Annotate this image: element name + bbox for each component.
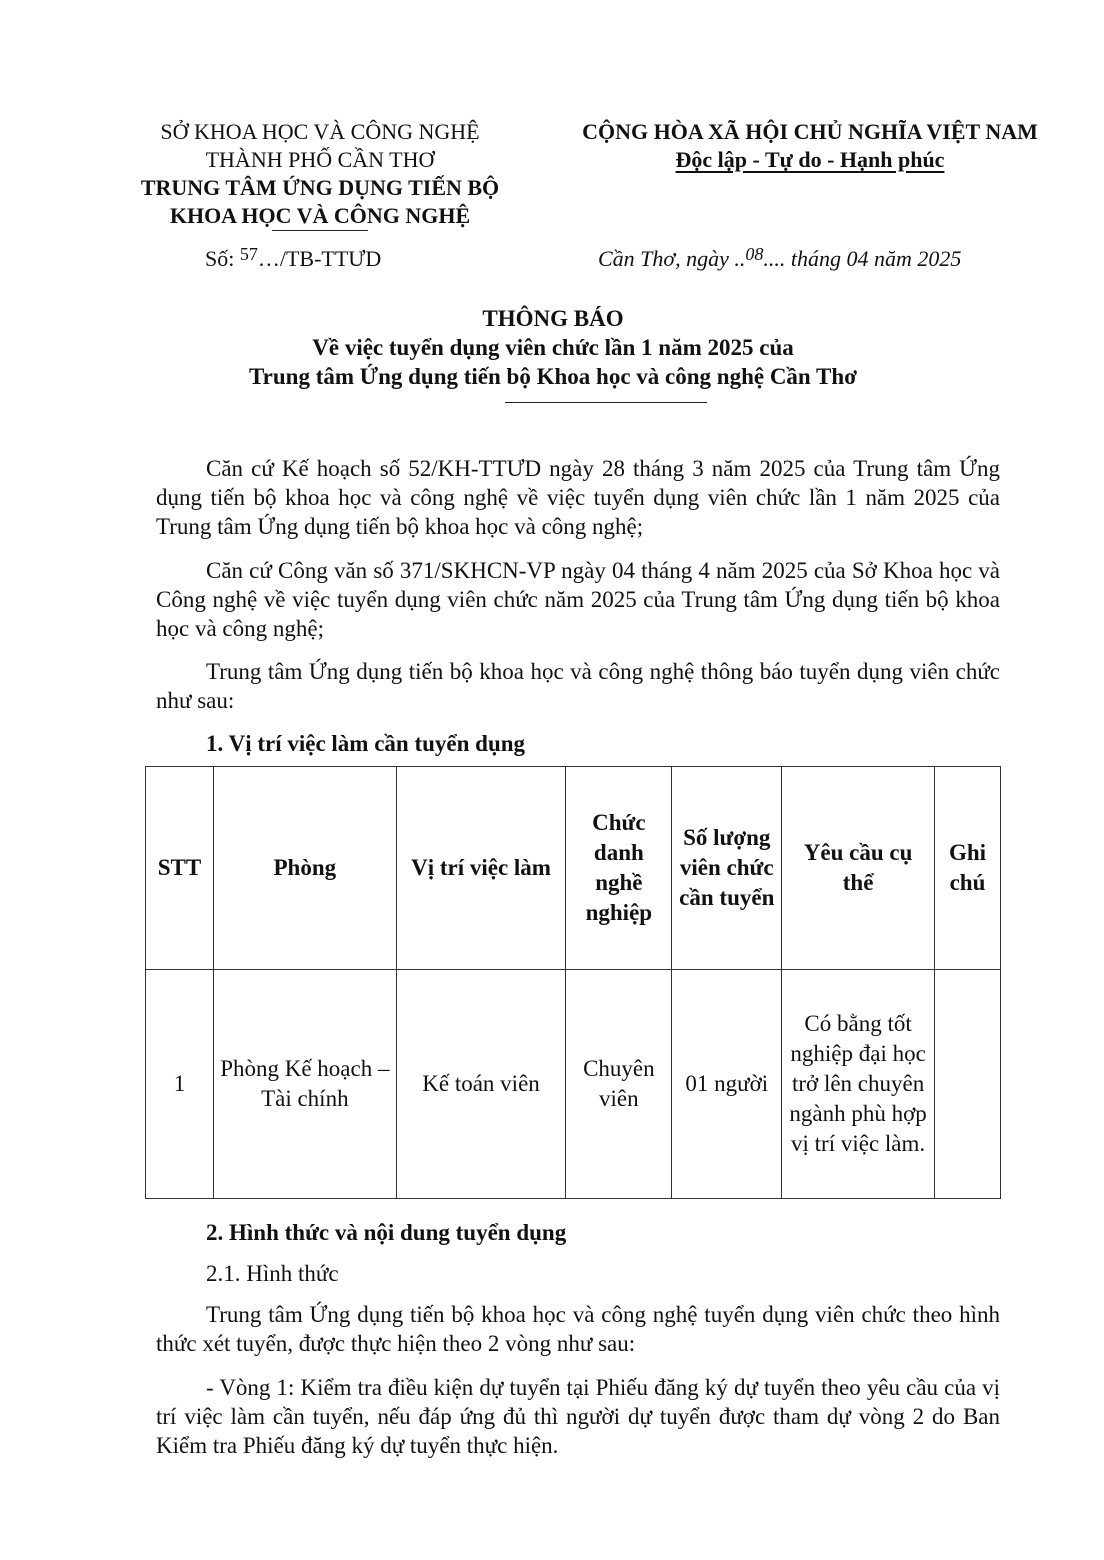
national-motto-block <box>540 118 1080 174</box>
round-1-paragraph: - Vòng 1: Kiểm tra điều kiện dự tuyển tại Phiếu đăng ký dự tuyển theo yêu cầu của vị trí việc làm cần tuyển, nếu đáp ứng đủ thì người dự tuyển được tham dự vòng 2 do Ban Kiểm tra Phiếu đăng ký dự tuyển thực hiện. <box>156 1375 1000 1458</box>
number-handwritten: 57 <box>239 244 258 264</box>
agency-underline <box>272 230 368 231</box>
agency-line-3: TRUNG TÂM ỨNG DỤNG TIẾN BỘ <box>140 175 500 200</box>
legal-basis-paragraph-1: Căn cứ Kế hoạch số 52/KH-TTƯD ngày 28 tháng 3 năm 2025 của Trung tâm Ứng dụng tiến bộ khoa học và công nghệ về việc tuyển dụng viên chức lần 1 năm 2025 của Trung tâm Ứng dụng tiến bộ khoa học và công nghệ; <box>156 456 1000 539</box>
cell-notes <box>935 970 1001 1199</box>
cell-department: Phòng Kế hoạch – Tài chính <box>213 970 396 1199</box>
header-department: Phòng <box>213 767 396 970</box>
date-suffix: .... tháng 04 năm 2025 <box>763 246 962 271</box>
header-requirements: Yêu cầu cụ thể <box>782 767 935 970</box>
table-header-row <box>146 767 1001 970</box>
document-subtitle-1: Về việc tuyển dụng viên chức lần 1 năm 2025 của <box>312 335 794 360</box>
cell-requirements: Có bằng tốt nghiệp đại học trở lên chuyên ngành phù hợp vị trí việc làm. <box>782 970 935 1199</box>
document-subtitle-2: Trung tâm Ứng dụng tiến bộ Khoa học và công nghệ Cần Thơ <box>249 364 857 389</box>
cell-stt: 1 <box>146 970 214 1199</box>
number-prefix: Số: <box>205 246 240 271</box>
job-positions-table <box>145 766 1001 1199</box>
header-quantity: Số lượng viên chức cần tuyển <box>672 767 782 970</box>
announcement-intro-paragraph: Trung tâm Ứng dụng tiến bộ khoa học và công nghệ thông báo tuyển dụng viên chức như sau: <box>156 659 1000 713</box>
agency-line-4: KHOA HỌC VÀ CÔNG NGHỆ <box>169 203 471 228</box>
document-title: THÔNG BÁO <box>482 306 624 331</box>
header-stt: STT <box>146 767 214 970</box>
header-title: Chức danh nghề nghiệp <box>566 767 672 970</box>
date-prefix: Cần Thơ, ngày .. <box>598 246 746 271</box>
cell-quantity: 01 người <box>672 970 782 1199</box>
issuing-agency-block <box>95 118 545 230</box>
title-underline <box>505 402 707 403</box>
document-title-block <box>100 304 1006 391</box>
section-2-1-heading: 2.1. Hình thức <box>206 1261 339 1286</box>
motto: Độc lập - Tự do - Hạnh phúc <box>675 147 945 172</box>
header-notes: Ghi chú <box>935 767 1001 970</box>
legal-basis-paragraph-2: Căn cứ Công văn số 371/SKHCN-VP ngày 04 tháng 4 năm 2025 của Sở Khoa học và Công nghệ về việc tuyển dụng viên chức năm 2025 của Trung tâm Ứng dụng tiến bộ khoa học và công nghệ; <box>156 558 1000 641</box>
section-2-1-paragraph: Trung tâm Ứng dụng tiến bộ khoa học và công nghệ tuyển dụng viên chức theo hình thức xét tuyển, được thực hiện theo 2 vòng như sau: <box>156 1302 1000 1356</box>
header-position: Vị trí việc làm <box>396 767 566 970</box>
document-date <box>598 245 961 274</box>
section-1-heading: 1. Vị trí việc làm cần tuyển dụng <box>206 731 526 756</box>
date-handwritten: 08 <box>745 244 764 264</box>
cell-title: Chuyên viên <box>566 970 672 1199</box>
agency-line-1: SỞ KHOA HỌC VÀ CÔNG NGHỆ <box>160 119 480 144</box>
country-name: CỘNG HÒA XÃ HỘI CHỦ NGHĨA VIỆT NAM <box>582 119 1038 144</box>
cell-position: Kế toán viên <box>396 970 566 1199</box>
number-suffix: …/TB-TTƯD <box>257 246 382 271</box>
agency-line-2: THÀNH PHỐ CẦN THƠ <box>205 147 435 172</box>
table-row <box>146 970 1001 1199</box>
section-2-heading: 2. Hình thức và nội dung tuyển dụng <box>206 1220 567 1245</box>
document-number <box>205 245 381 274</box>
